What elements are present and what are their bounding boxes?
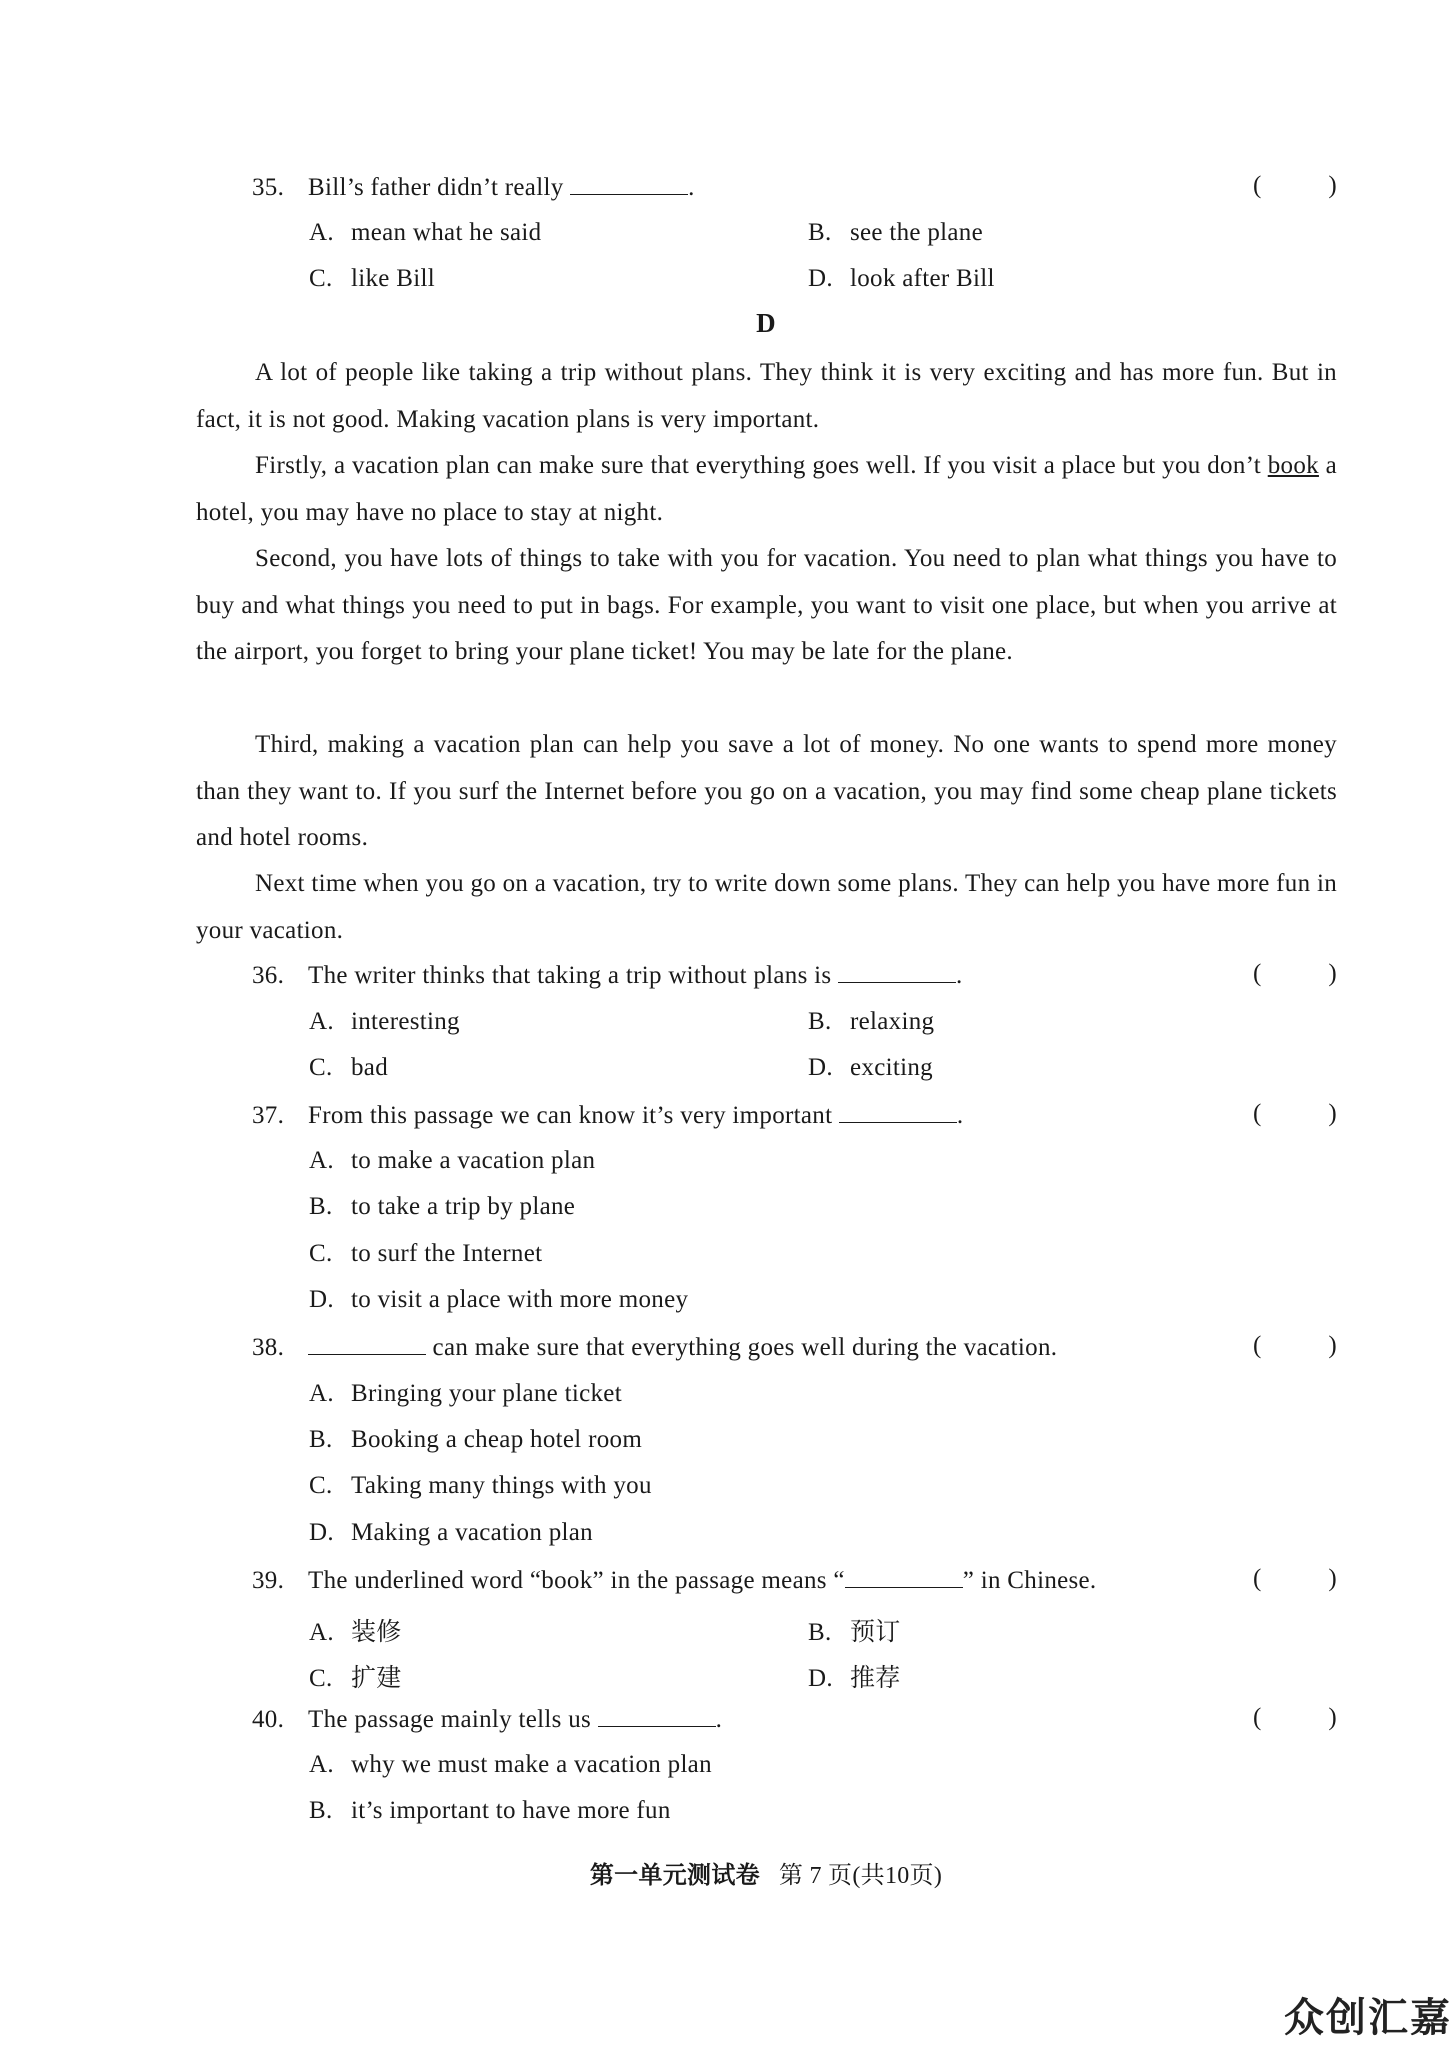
answer-blank [845, 1565, 963, 1588]
passage-title: D [756, 308, 776, 338]
question-40: 40. The passage mainly tells us . ( ) [252, 1704, 1337, 1733]
question-36: 36. The writer thinks that taking a trip without plans is . ( ) [252, 960, 1337, 989]
option-b[interactable]: B. it’s important to have more fun [309, 1797, 671, 1824]
option-b[interactable]: B. 预订 [808, 1619, 901, 1646]
option-c[interactable]: C. bad [309, 1054, 388, 1081]
option-d[interactable]: D. exciting [808, 1054, 933, 1081]
option-a[interactable]: A. interesting [309, 1008, 460, 1035]
answer-box[interactable]: ( ) [1253, 1565, 1337, 1592]
underlined-word: book [1267, 452, 1319, 479]
option-c[interactable]: C. 扩建 [309, 1665, 402, 1692]
option-d[interactable]: D. Making a vacation plan [309, 1519, 593, 1546]
answer-box[interactable]: ( ) [1253, 1704, 1337, 1731]
answer-box[interactable]: ( ) [1253, 1332, 1337, 1359]
question-38: 38. can make sure that everything goes well during the vacation. ( ) [252, 1332, 1337, 1361]
page-number: 第 7 页(共10页) [778, 1863, 943, 1889]
answer-blank [570, 172, 688, 195]
option-a[interactable]: A. 装修 [309, 1619, 402, 1646]
option-a[interactable]: A. mean what he said [309, 219, 542, 246]
test-title: 第一单元测试卷 [589, 1861, 760, 1889]
question-number: 35. [252, 174, 285, 201]
option-c[interactable]: C. to surf the Internet [309, 1240, 543, 1267]
option-d[interactable]: D. to visit a place with more money [309, 1286, 689, 1313]
option-b[interactable]: B. Booking a cheap hotel room [309, 1426, 643, 1453]
paragraph-1: A lot of people like taking a trip without plans. They think it is very exciting and has more fun. But in fact, it is not good. Making vacation plans is very important. [196, 359, 1337, 433]
answer-blank [308, 1332, 426, 1355]
option-a[interactable]: A. to make a vacation plan [309, 1147, 596, 1174]
paragraph-3: Second, you have lots of things to take with you for vacation. You need to plan what things you have to buy and what things you need to put in bags. For example, you want to visit one place, but when you arrive at the airport, you forget to bring your plane ticket! You may be late for the plane. [196, 545, 1337, 665]
question-35: 35. Bill’s father didn’t really . ( ) [252, 172, 1337, 201]
paragraph-2: Firstly, a vacation plan can make sure that everything goes well. If you visit a place but you don’t book a hotel, you may have no place to stay at night. [196, 452, 1337, 526]
option-a[interactable]: A. Bringing your plane ticket [309, 1380, 622, 1407]
watermark-logo: 众创汇嘉 [1284, 1995, 1452, 2041]
option-d[interactable]: D. 推荐 [808, 1665, 901, 1692]
answer-box[interactable]: ( ) [1253, 172, 1337, 199]
question-stem: Bill’s father didn’t really [308, 174, 571, 201]
paragraph-5: Next time when you go on a vacation, try to write down some plans. They can help you have more fun in your vacation. [196, 870, 1337, 944]
answer-blank [839, 1100, 957, 1123]
answer-box[interactable]: ( ) [1253, 960, 1337, 987]
option-d[interactable]: D. look after Bill [808, 265, 995, 292]
option-c[interactable]: C. Taking many things with you [309, 1472, 652, 1499]
option-b[interactable]: B. see the plane [808, 219, 984, 246]
option-c[interactable]: C. like Bill [309, 265, 435, 292]
option-b[interactable]: B. relaxing [808, 1008, 935, 1035]
answer-blank [598, 1704, 716, 1727]
option-a[interactable]: A. why we must make a vacation plan [309, 1751, 712, 1778]
option-b[interactable]: B. to take a trip by plane [309, 1193, 576, 1220]
paragraph-4: Third, making a vacation plan can help you save a lot of money. No one wants to spend more money than they want to. If you surf the Internet before you go on a vacation, you may find some cheap plane tickets and hotel rooms. [196, 731, 1337, 851]
answer-blank [838, 960, 956, 983]
answer-box[interactable]: ( ) [1253, 1100, 1337, 1127]
question-39: 39. The underlined word “book” in the passage means “ ” in Chinese. ( ) [252, 1565, 1337, 1594]
page-footer [0, 1855, 1456, 1890]
question-37: 37. From this passage we can know it’s very important . ( ) [252, 1100, 1337, 1129]
